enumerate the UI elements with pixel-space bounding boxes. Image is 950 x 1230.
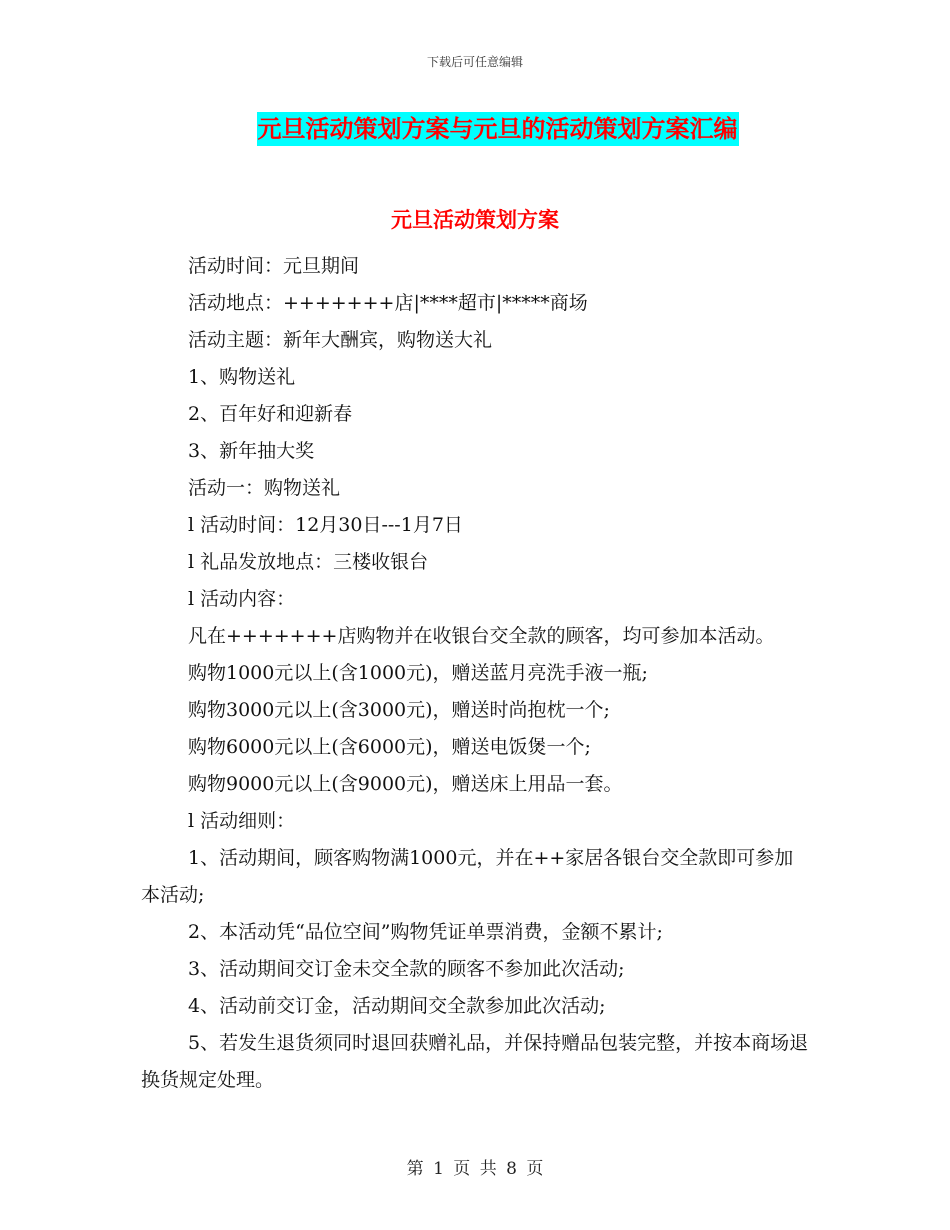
rule-item-1: 1、活动期间，顾客购物满1000元，并在++家居各银台交全款即可参加本活动; bbox=[141, 847, 794, 906]
body-line-activity-time: 活动时间：元旦期间 bbox=[188, 255, 360, 277]
body-line-bullet-time: l 活动时间：12月30日---1月7日 bbox=[188, 514, 463, 536]
body-line-bullet-content: l 活动内容： bbox=[188, 588, 296, 610]
body-line-tier-9000: 购物9000元以上(含9000元)，赠送床上用品一套。 bbox=[188, 773, 623, 795]
page-header-note: 下载后可任意编辑 bbox=[426, 55, 523, 69]
document-title: 元旦活动策划方案与元旦的活动策划方案汇编 bbox=[257, 112, 739, 146]
rule-item-5: 5、若发生退货须同时退回获赠礼品，并保持赠品包装完整，并按本商场退换货规定处理。 bbox=[141, 1032, 809, 1091]
body-line-item-2: 2、百年好和迎新春 bbox=[188, 403, 353, 425]
body-line-item-3: 3、新年抽大奖 bbox=[188, 440, 315, 462]
section-title: 元旦活动策划方案 bbox=[391, 208, 559, 232]
document-body bbox=[141, 248, 809, 1099]
body-line-activity-theme: 活动主题：新年大酬宾，购物送大礼 bbox=[188, 329, 493, 351]
body-line-activity-location: 活动地点：+++++++店|****超市|*****商场 bbox=[188, 292, 588, 314]
body-line-bullet-rules: l 活动细则： bbox=[188, 810, 296, 832]
document-title-wrapper bbox=[0, 112, 950, 146]
rule-item-3: 3、活动期间交订金未交全款的顾客不参加此次活动; bbox=[188, 958, 625, 980]
body-line-tier-3000: 购物3000元以上(含3000元)，赠送时尚抱枕一个; bbox=[188, 699, 610, 721]
body-line-eligibility: 凡在+++++++店购物并在收银台交全款的顾客，均可参加本活动。 bbox=[188, 625, 775, 647]
body-line-bullet-location: l 礼品发放地点：三楼收银台 bbox=[188, 551, 429, 573]
body-line-activity-one: 活动一：购物送礼 bbox=[188, 477, 341, 499]
body-line-item-1: 1、购物送礼 bbox=[188, 366, 296, 388]
page-number: 第 1 页 共 8 页 bbox=[406, 1159, 544, 1179]
rule-item-4: 4、活动前交订金，活动期间交全款参加此次活动; bbox=[188, 995, 606, 1017]
body-line-tier-6000: 购物6000元以上(含6000元)，赠送电饭煲一个; bbox=[188, 736, 591, 758]
body-line-tier-1000: 购物1000元以上(含1000元)，赠送蓝月亮洗手液一瓶; bbox=[188, 662, 648, 684]
rule-item-2: 2、本活动凭“品位空间”购物凭证单票消费，金额不累计; bbox=[188, 921, 663, 943]
